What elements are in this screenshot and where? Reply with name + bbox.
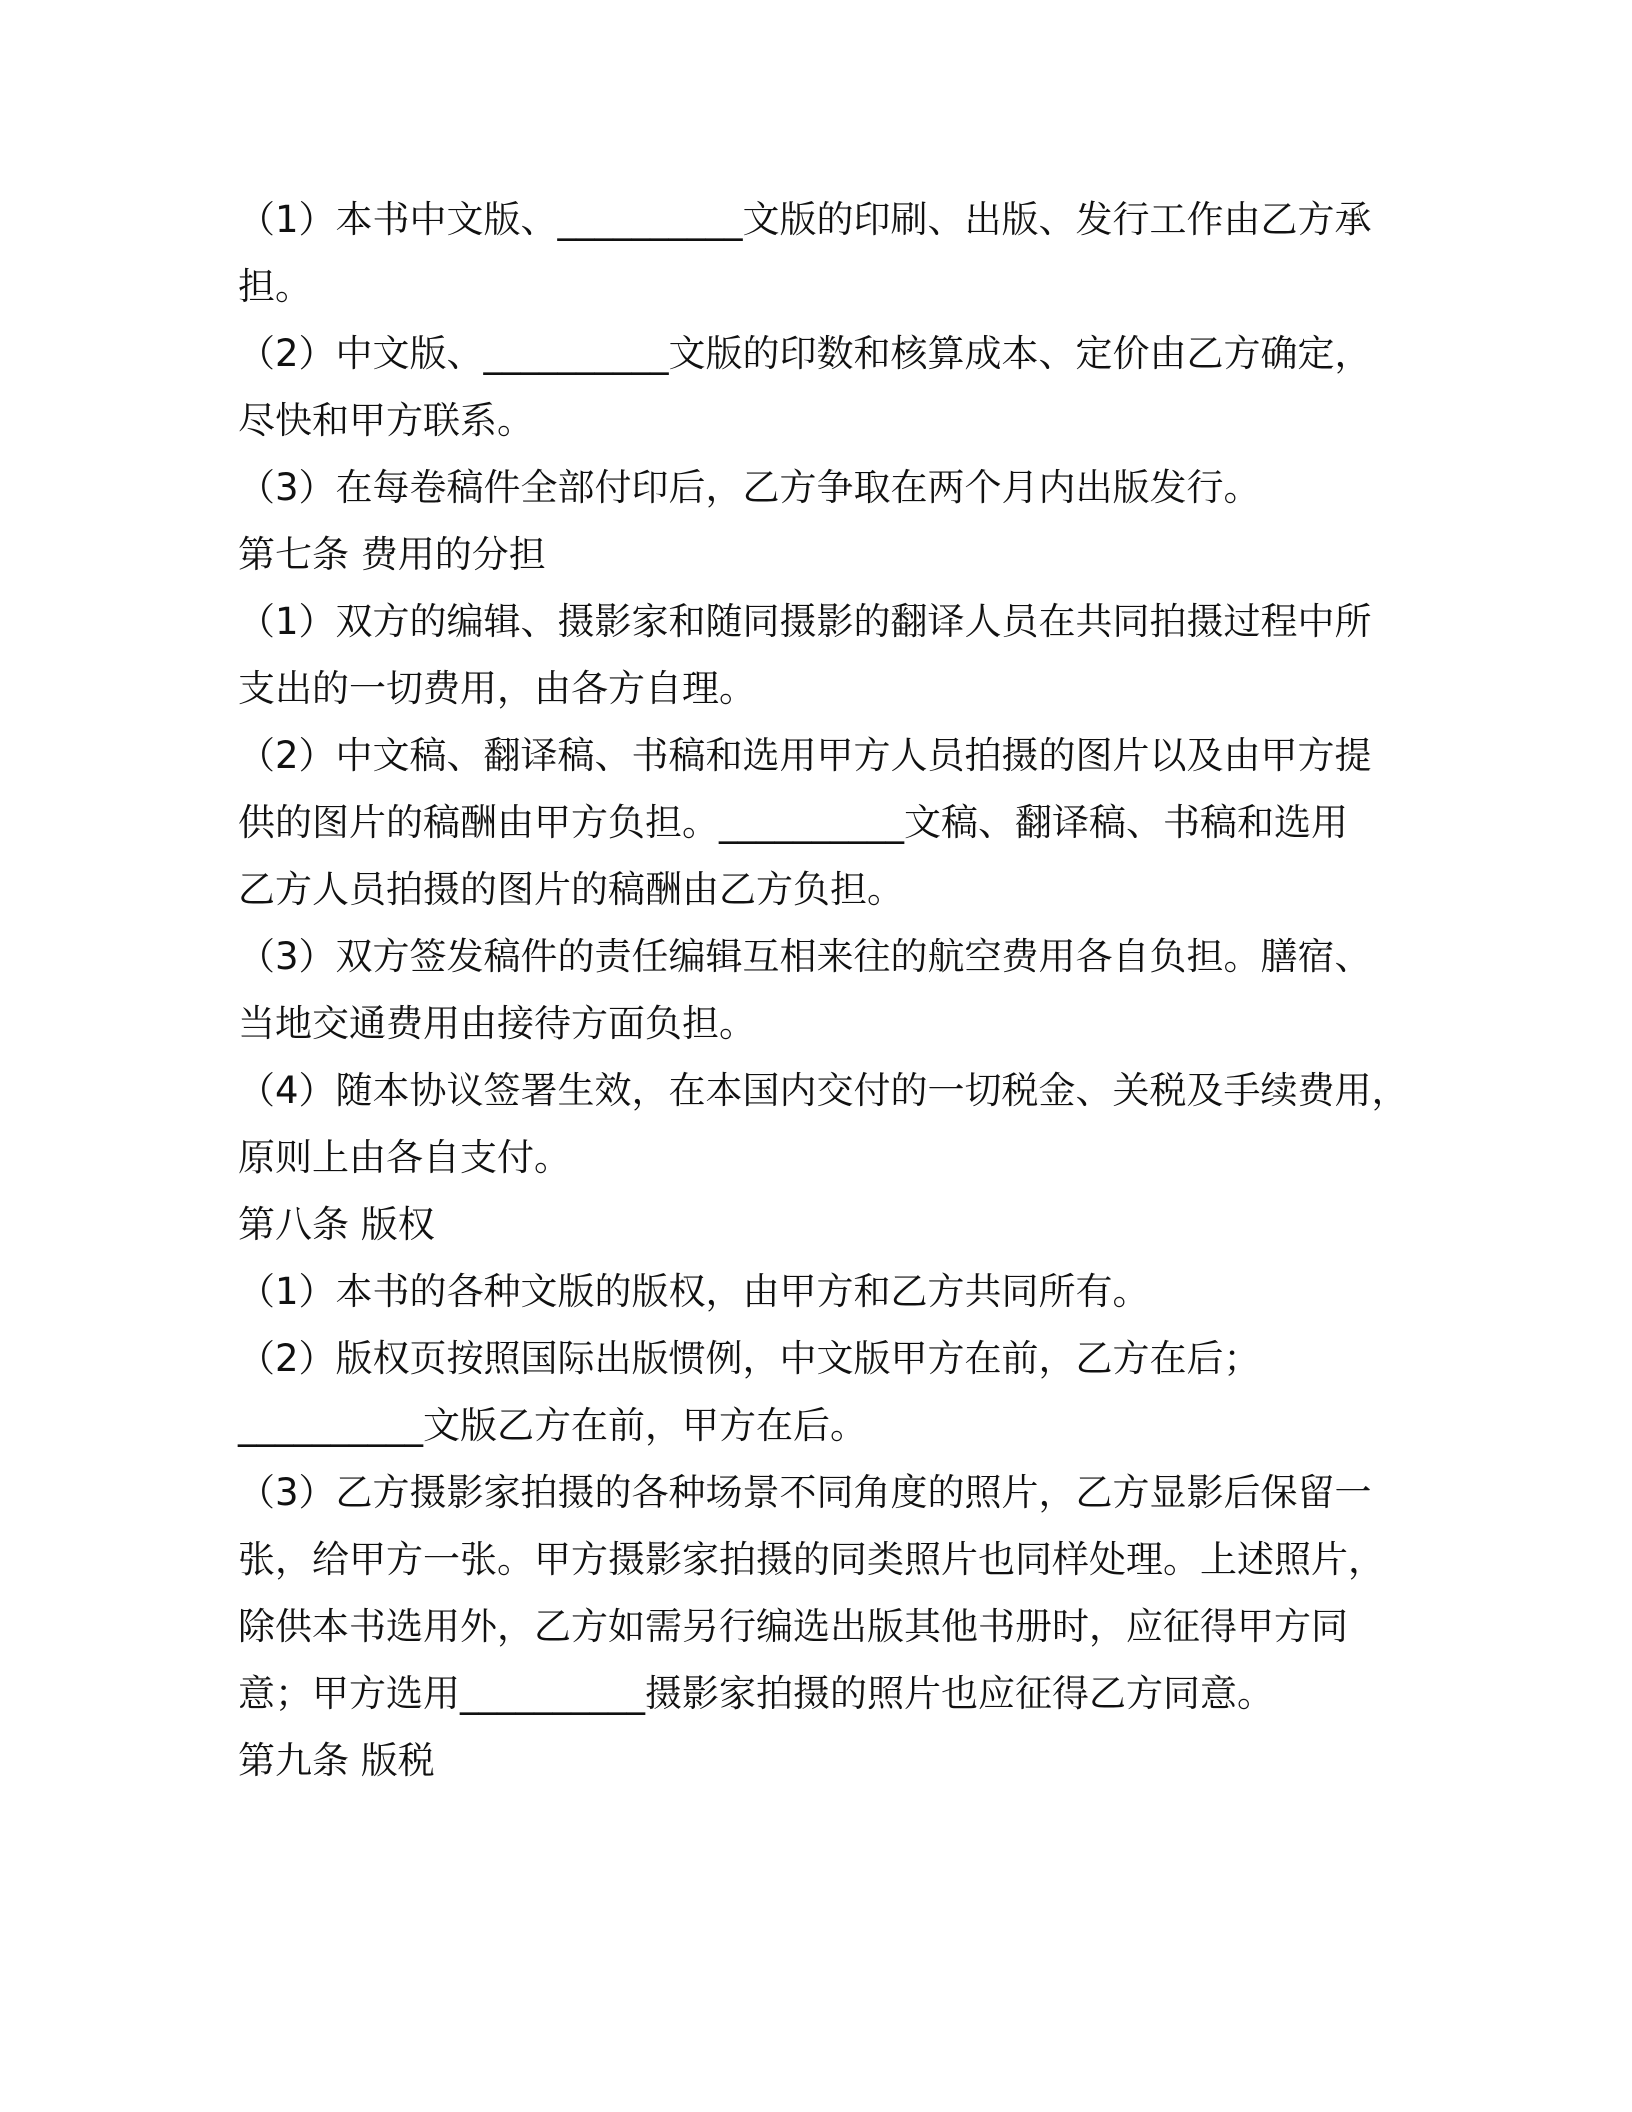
text-line: 乙方人员拍摄的图片的稿酬由乙方负担。 bbox=[238, 868, 904, 911]
text-line: （2）中文版、__________文版的印数和核算成本、定价由乙方确定， bbox=[238, 332, 1372, 375]
text-line: （3）在每卷稿件全部付印后，乙方争取在两个月内出版发行。 bbox=[238, 466, 1261, 509]
text-line: （3）双方签发稿件的责任编辑互相来往的航空费用各自负担。膳宿、 bbox=[238, 935, 1372, 978]
text-line: （2）版权页按照国际出版惯例，中文版甲方在前，乙方在后； bbox=[238, 1337, 1261, 1380]
text-line: 支出的一切费用，由各方自理。 bbox=[238, 667, 756, 710]
section-heading: 第九条 版税 bbox=[238, 1739, 435, 1782]
text-line: 除供本书选用外，乙方如需另行编选出版其他书册时，应征得甲方同 bbox=[238, 1605, 1348, 1648]
text-line: 担。 bbox=[238, 265, 312, 308]
text-line: 供的图片的稿酬由甲方负担。__________文稿、翻译稿、书稿和选用 bbox=[238, 801, 1348, 844]
text-line: 尽快和甲方联系。 bbox=[238, 399, 534, 442]
text-line: （1）本书的各种文版的版权，由甲方和乙方共同所有。 bbox=[238, 1270, 1150, 1313]
text-line: 张，给甲方一张。甲方摄影家拍摄的同类照片也同样处理。上述照片， bbox=[238, 1538, 1385, 1581]
text-line: __________文版乙方在前，甲方在后。 bbox=[238, 1404, 867, 1447]
text-line: 当地交通费用由接待方面负担。 bbox=[238, 1002, 756, 1045]
section-heading: 第七条 费用的分担 bbox=[238, 533, 546, 576]
text-line: （2）中文稿、翻译稿、书稿和选用甲方人员拍摄的图片以及由甲方提 bbox=[238, 734, 1372, 777]
text-line: （4）随本协议签署生效，在本国内交付的一切税金、关税及手续费用， bbox=[238, 1069, 1409, 1112]
text-line: （3）乙方摄影家拍摄的各种场景不同角度的照片，乙方显影后保留一 bbox=[238, 1471, 1372, 1514]
document-body bbox=[238, 186, 1418, 1794]
text-line: 意；甲方选用__________摄影家拍摄的照片也应征得乙方同意。 bbox=[238, 1672, 1274, 1715]
text-line: 原则上由各自支付。 bbox=[238, 1136, 571, 1179]
section-heading: 第八条 版权 bbox=[238, 1203, 435, 1246]
text-line: （1）双方的编辑、摄影家和随同摄影的翻译人员在共同拍摄过程中所 bbox=[238, 600, 1372, 643]
text-line: （1）本书中文版、__________文版的印刷、出版、发行工作由乙方承 bbox=[238, 198, 1372, 241]
